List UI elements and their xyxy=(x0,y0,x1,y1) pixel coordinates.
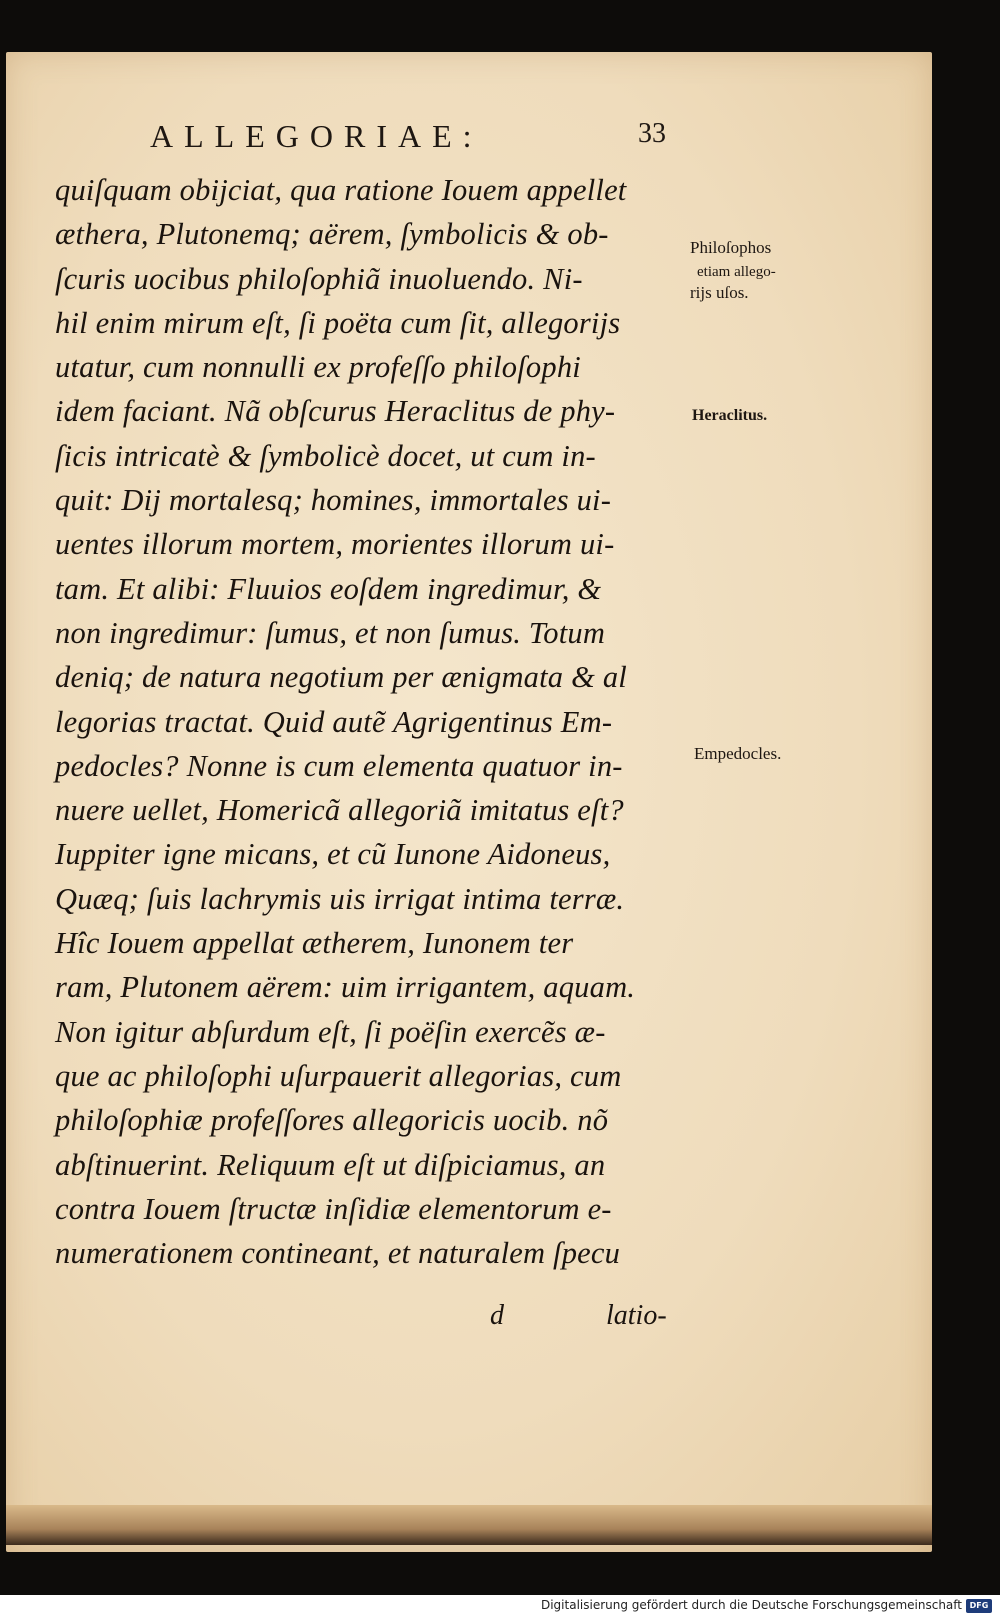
text-line: que ac philoſophi uſurpauerit allegorias, cum xyxy=(55,1058,622,1093)
text-line: deniq; de natura negotium per ænigmata & al xyxy=(55,660,627,695)
page-bottom-edge xyxy=(6,1505,932,1545)
running-head: ALLEGORIAE: xyxy=(150,118,483,154)
catchword: latio- xyxy=(606,1300,667,1331)
margin-note-philosophi-line1: Philoſophos xyxy=(690,238,772,257)
text-line: ſicis intricatè & ſymbolicè docet, ut cum in- xyxy=(55,438,596,473)
body-text xyxy=(55,168,675,1275)
text-line: quit: Dij mortalesq; homines, immortales ui- xyxy=(55,483,612,518)
text-line: Iuppiter igne micans, et cũ Iunone Aidoneus, xyxy=(55,837,611,872)
text-line: tam. Et alibi: Fluuios eoſdem ingredimur, & xyxy=(55,571,602,606)
margin-note-philosophi-line3: rijs uſos. xyxy=(690,283,749,302)
text-line: Quæq; ſuis lachrymis uis irrigat intima terræ. xyxy=(55,881,625,916)
dfg-logo: DFG xyxy=(966,1599,992,1613)
text-line: Non igitur abſurdum eſt, ſi poëſin exercẽs æ- xyxy=(55,1014,606,1049)
text-line: nuere uellet, Homericã allegoriã imitatus eſt? xyxy=(55,793,624,828)
text-line: hil enim mirum eſt, ſi poëta cum ſit, allegorijs xyxy=(55,305,621,340)
page-number: 33 xyxy=(638,118,666,149)
text-line: idem faciant. Nã obſcurus Heraclitus de phy- xyxy=(55,394,616,429)
text-line: pedocles? Nonne is cum elementa quatuor in- xyxy=(55,748,623,783)
margin-note-philosophi-line2: etiam allego- xyxy=(697,264,776,280)
text-line: Hîc Iouem appellat ætherem, Iunonem ter xyxy=(55,926,574,961)
text-line: quiſquam obijciat, qua ratione Iouem appellet xyxy=(55,173,627,207)
text-line: ſcuris uocibus philoſophiã inuoluendo. Ni- xyxy=(55,261,583,296)
signature-mark: d xyxy=(490,1300,504,1331)
text-line: uentes illorum mortem, morientes illorum ui- xyxy=(55,527,615,562)
text-line: philoſophiæ profeſſores allegoricis uocib. nõ xyxy=(55,1103,609,1138)
text-line: non ingredimur: ſumus, et non ſumus. Totum xyxy=(55,615,606,650)
text-line: legorias tractat. Quid autẽ Agrigentinus Em- xyxy=(55,704,613,739)
text-line: contra Iouem ſtructæ inſidiæ elementorum e- xyxy=(55,1191,612,1226)
text-line: abſtinuerint. Reliquum eſt ut diſpiciamus, an xyxy=(55,1147,606,1182)
text-line: utatur, cum nonnulli ex profeſſo philoſophi xyxy=(55,350,581,385)
text-line: numerationem contineant, et naturalem ſpecu xyxy=(55,1236,621,1271)
digitization-credit: Digitalisierung gefördert durch die Deutsche Forschungsgemeinschaft xyxy=(540,1598,962,1612)
text-line: æthera, Plutonemq; aërem, ſymbolicis & ob- xyxy=(55,217,609,252)
text-line: ram, Plutonem aërem: uim irrigantem, aquam. xyxy=(55,970,636,1005)
margin-note-empedocles: Empedocles. xyxy=(694,744,782,763)
margin-note-heraclitus: Heraclitus. xyxy=(692,407,768,424)
